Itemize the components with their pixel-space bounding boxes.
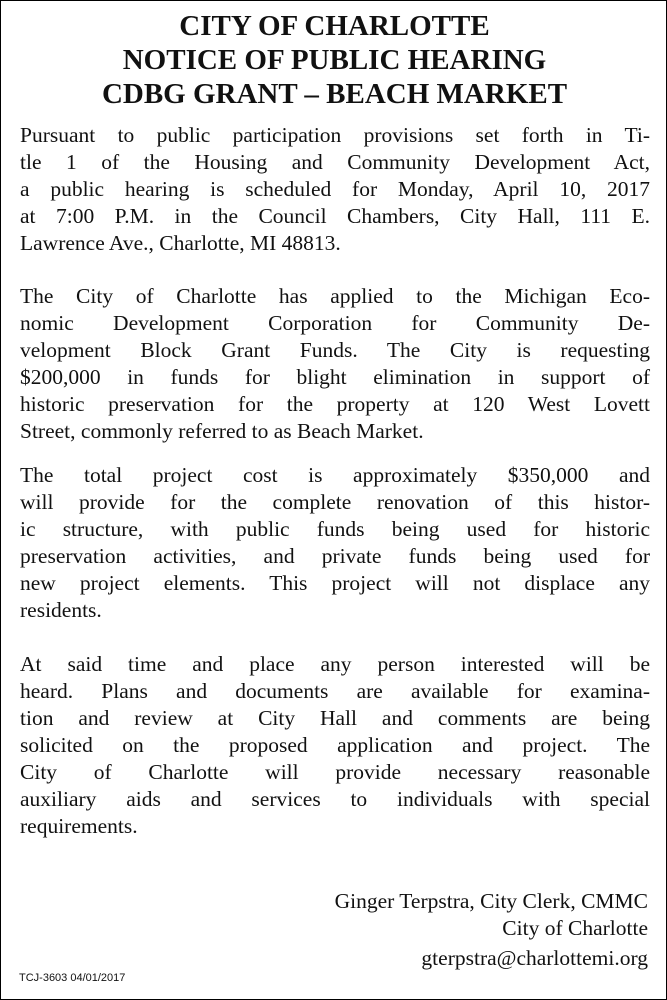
- signature-name-title: Ginger Terpstra, City Clerk, CMMC: [334, 889, 648, 913]
- text-line: velopment Block Grant Funds. The City is requesting: [20, 338, 650, 362]
- text-line: The total project cost is approximately $350,000 and: [20, 463, 650, 487]
- text-line: nomic Development Corporation for Community De-: [20, 311, 650, 335]
- text-line: ic structure, with public funds being used for historic: [20, 517, 650, 541]
- text-line: historic preservation for the property at 120 West Lovett: [20, 392, 650, 416]
- signature-email: gterpstra@charlottemi.org: [421, 946, 648, 970]
- signature-organization: City of Charlotte: [502, 916, 648, 940]
- title-line-grant: CDBG GRANT – BEACH MARKET: [101, 78, 568, 110]
- text-line: a public hearing is scheduled for Monday, April 10, 2017: [20, 177, 650, 201]
- text-line: at 7:00 P.M. in the Council Chambers, City Hall, 111 E.: [20, 204, 650, 228]
- text-line: preservation activities, and private funds being used for: [20, 544, 650, 568]
- text-line: Lawrence Ave., Charlotte, MI 48813.: [20, 231, 341, 255]
- text-line: Pursuant to public participation provisions set forth in Ti-: [20, 123, 650, 147]
- title-line-notice: NOTICE OF PUBLIC HEARING: [122, 44, 547, 76]
- text-line: solicited on the proposed application and project. The: [20, 733, 650, 757]
- text-line: City of Charlotte will provide necessary reasonable: [20, 760, 650, 784]
- text-line: auxiliary aids and services to individuals with special: [20, 787, 650, 811]
- text-line: heard. Plans and documents are available for examina-: [20, 679, 650, 703]
- paragraph-public-comment: [20, 651, 650, 840]
- text-line: new project elements. This project will not displace any: [20, 571, 650, 595]
- text-line: requirements.: [20, 814, 138, 838]
- title-line-city: CITY OF CHARLOTTE: [179, 10, 490, 42]
- text-line: will provide for the complete renovation of this histor-: [20, 490, 650, 514]
- text-line: $200,000 in funds for blight elimination in support of: [20, 365, 650, 389]
- text-line: Street, commonly referred to as Beach Market.: [20, 419, 424, 443]
- text-line: The City of Charlotte has applied to the Michigan Eco-: [20, 284, 650, 308]
- text-line: tle 1 of the Housing and Community Development Act,: [20, 150, 650, 174]
- text-line: tion and review at City Hall and comments are being: [20, 706, 650, 730]
- publication-reference: TCJ-3603 04/01/2017: [19, 972, 126, 984]
- paragraph-project-cost: [20, 462, 650, 624]
- paragraph-hearing-schedule: [20, 122, 650, 257]
- text-line: residents.: [20, 598, 102, 622]
- paragraph-grant-application: [20, 283, 650, 445]
- text-line: At said time and place any person interested will be: [20, 652, 650, 676]
